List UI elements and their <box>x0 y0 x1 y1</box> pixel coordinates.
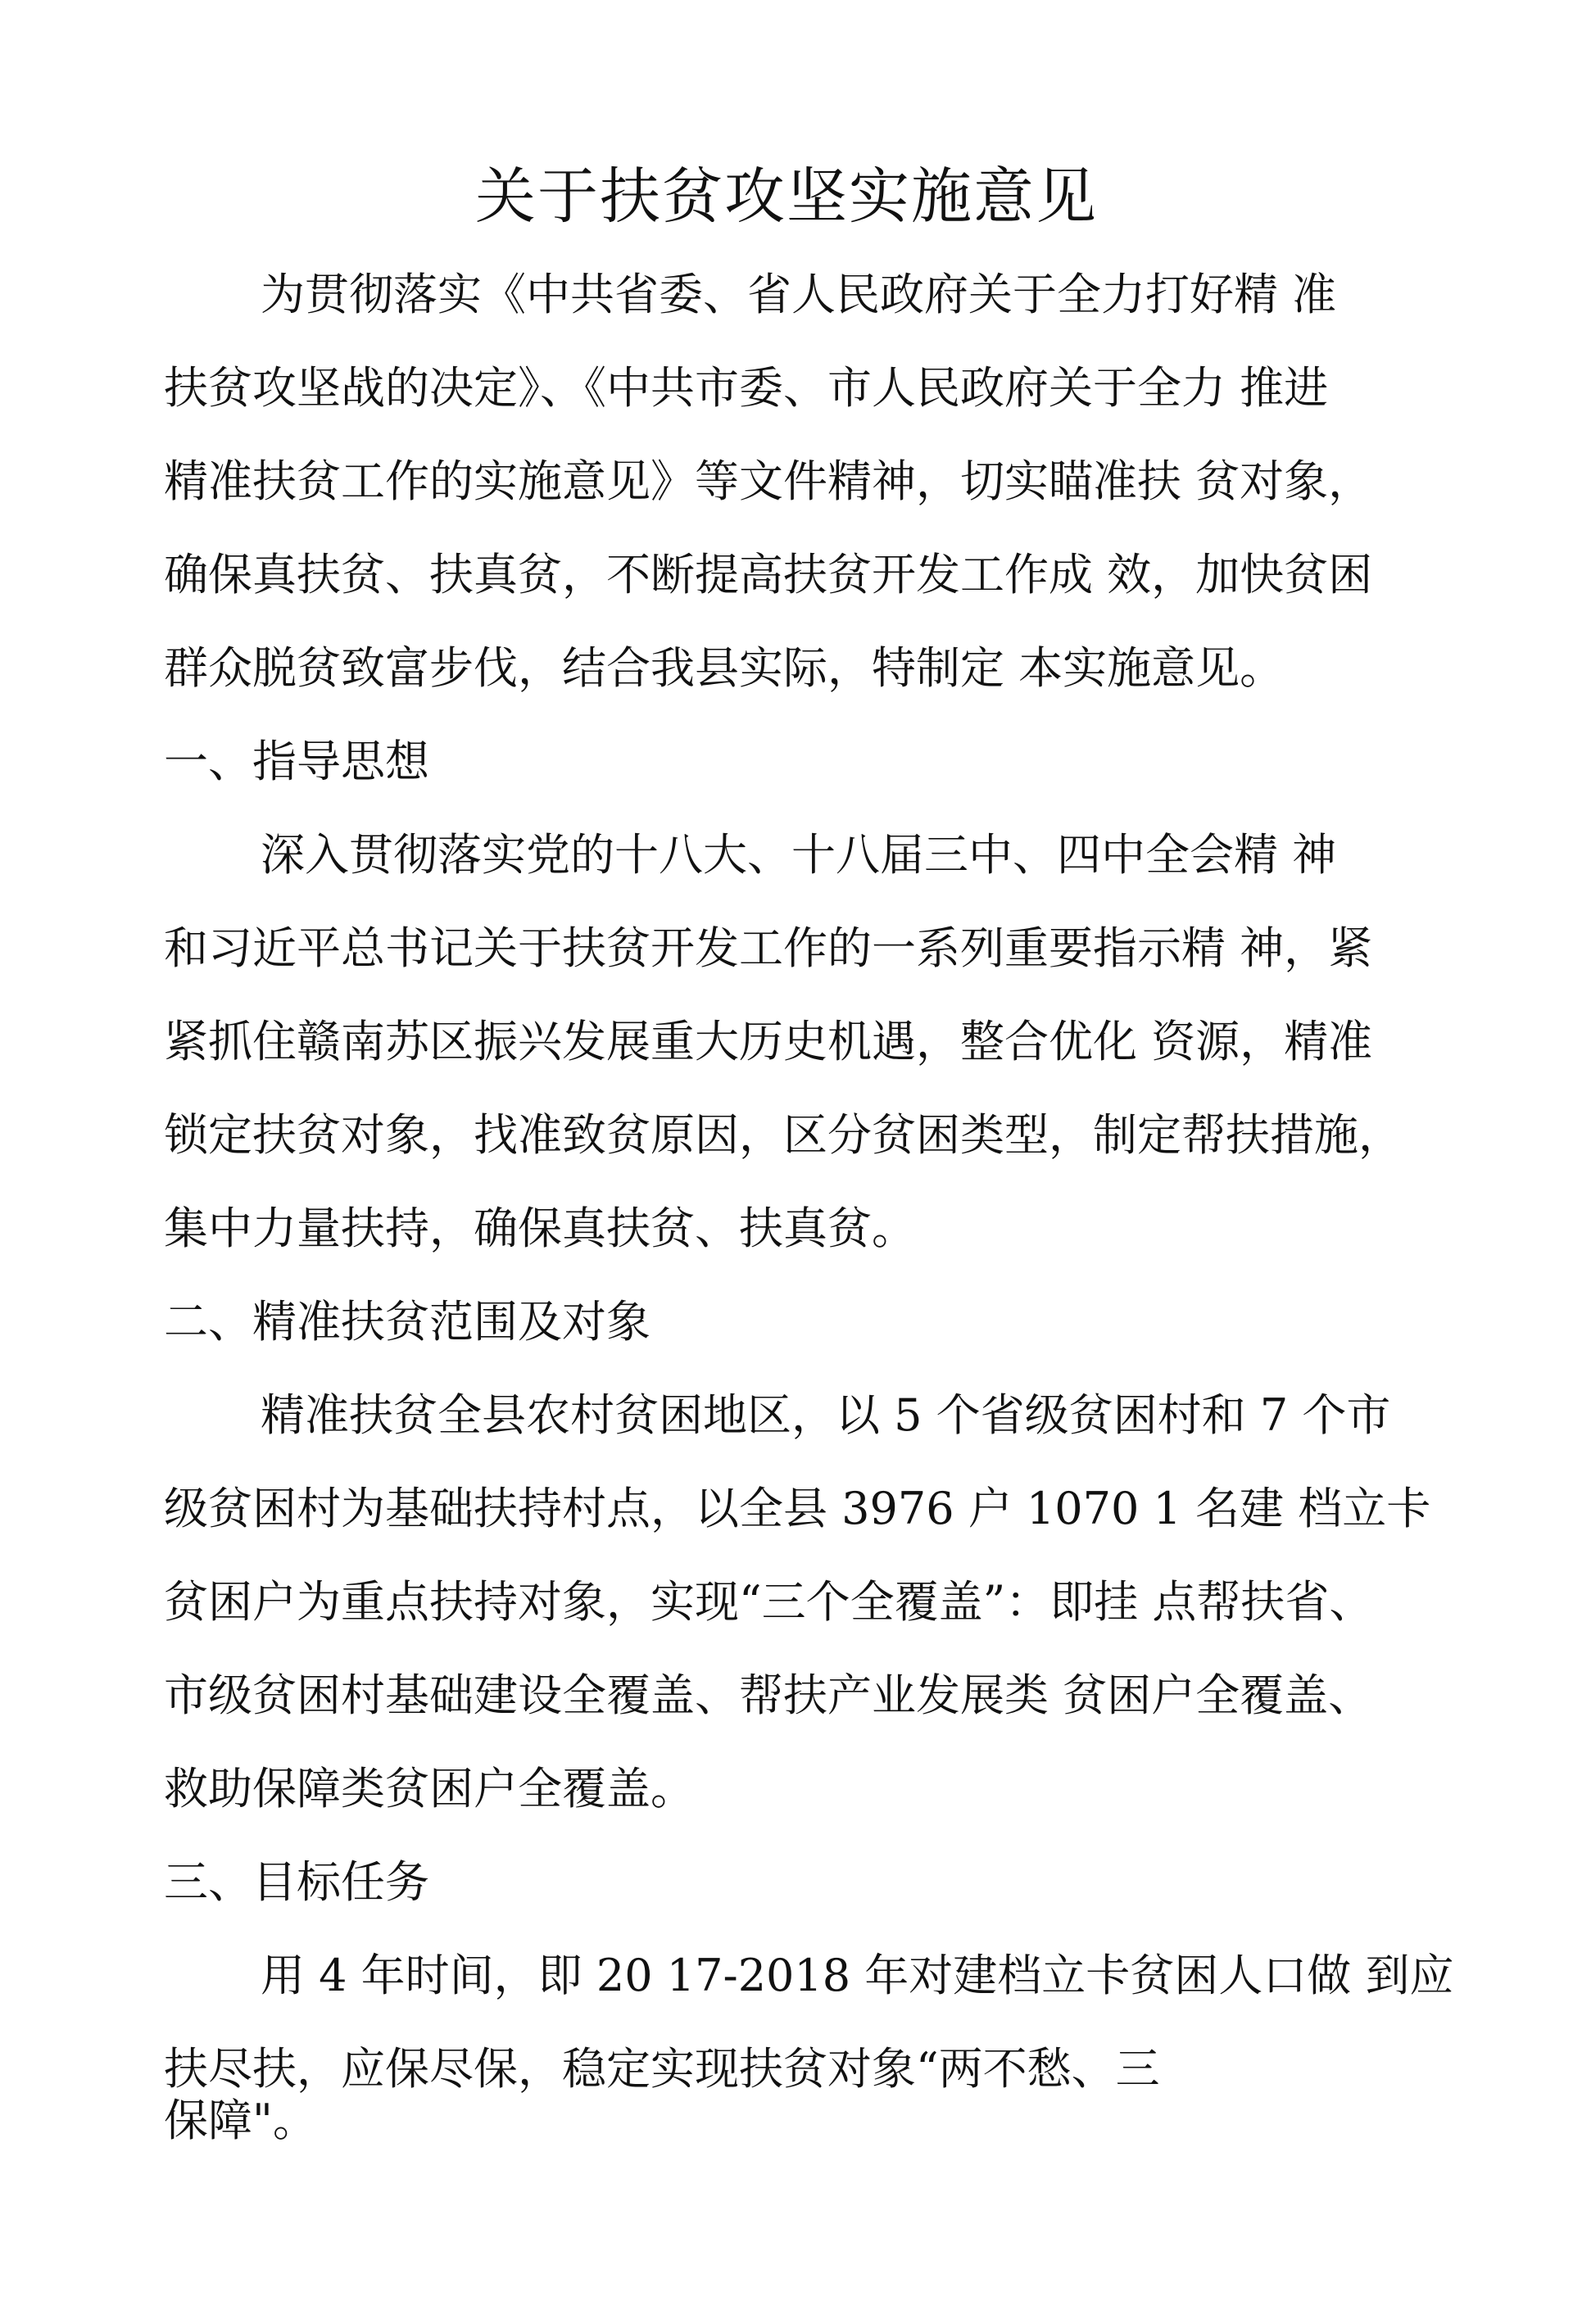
section-1-line-2: 和习近平总书记关于扶贫开发工作的一系列重要指示精 神，紧 <box>164 922 1373 974</box>
intro-line-5: 群众脱贫致富步伐，结合我县实际，特制定 本实施意见。 <box>164 642 1285 694</box>
section-3-line-3: 保障"。 <box>164 2095 317 2146</box>
section-2-line-3: 贫困户为重点扶持对象，实现“三个全覆盖”：即挂 点帮扶省、 <box>164 1576 1374 1628</box>
section-1-line-5: 集中力量扶持，确保真扶贫、扶真贫。 <box>164 1203 916 1254</box>
intro-line-3: 精准扶贫工作的实施意见》等文件精神，切实瞄准扶 贫对象， <box>164 455 1373 507</box>
intro-line-2: 扶贫攻坚战的决定》、《中共市委、市人民政府关于全力 推进 <box>164 362 1329 414</box>
section-heading-2: 二、精准扶贫范围及对象 <box>164 1296 651 1348</box>
document-title: 关于扶贫攻坚实施意见 <box>475 161 1098 232</box>
section-1-line-4: 锁定扶贫对象，找准致贫原因，区分贫困类型，制定帮扶措施， <box>164 1109 1403 1161</box>
section-2-line-4: 市级贫困村基础建设全覆盖、帮扶产业发展类 贫困户全覆盖、 <box>164 1669 1373 1721</box>
section-3-line-1: 用 4 年时间，即 20 17-2018 年对建档立卡贫困人口做 到应 <box>261 1950 1454 2001</box>
section-2-line-2: 级贫困村为基础扶持村点，以全县 3976 户 1070 1 名建 档立卡 <box>164 1483 1431 1534</box>
intro-line-1: 为贯彻落实《中共省委、省人民政府关于全力打好精 准 <box>261 269 1337 320</box>
section-heading-3: 三、目标任务 <box>164 1856 429 1908</box>
section-2-line-1: 精准扶贫全县农村贫困地区，以 5 个省级贫困村和 7 个市 <box>261 1389 1391 1441</box>
section-1-line-1: 深入贯彻落实党的十八大、十八届三中、四中全会精 神 <box>261 829 1337 881</box>
section-1-line-3: 紧抓住赣南苏区振兴发展重大历史机遇，整合优化 资源，精准 <box>164 1016 1373 1067</box>
section-heading-1: 一、指导思想 <box>164 736 429 787</box>
section-3-line-2: 扶尽扶，应保尽保，稳定实现扶贫对象“两不愁、三 <box>164 2043 1160 2095</box>
intro-line-4: 确保真扶贫、扶真贫，不断提高扶贫开发工作成 效，加快贫困 <box>164 549 1373 600</box>
section-2-line-5: 救助保障类贫困户全覆盖。 <box>164 1763 695 1814</box>
